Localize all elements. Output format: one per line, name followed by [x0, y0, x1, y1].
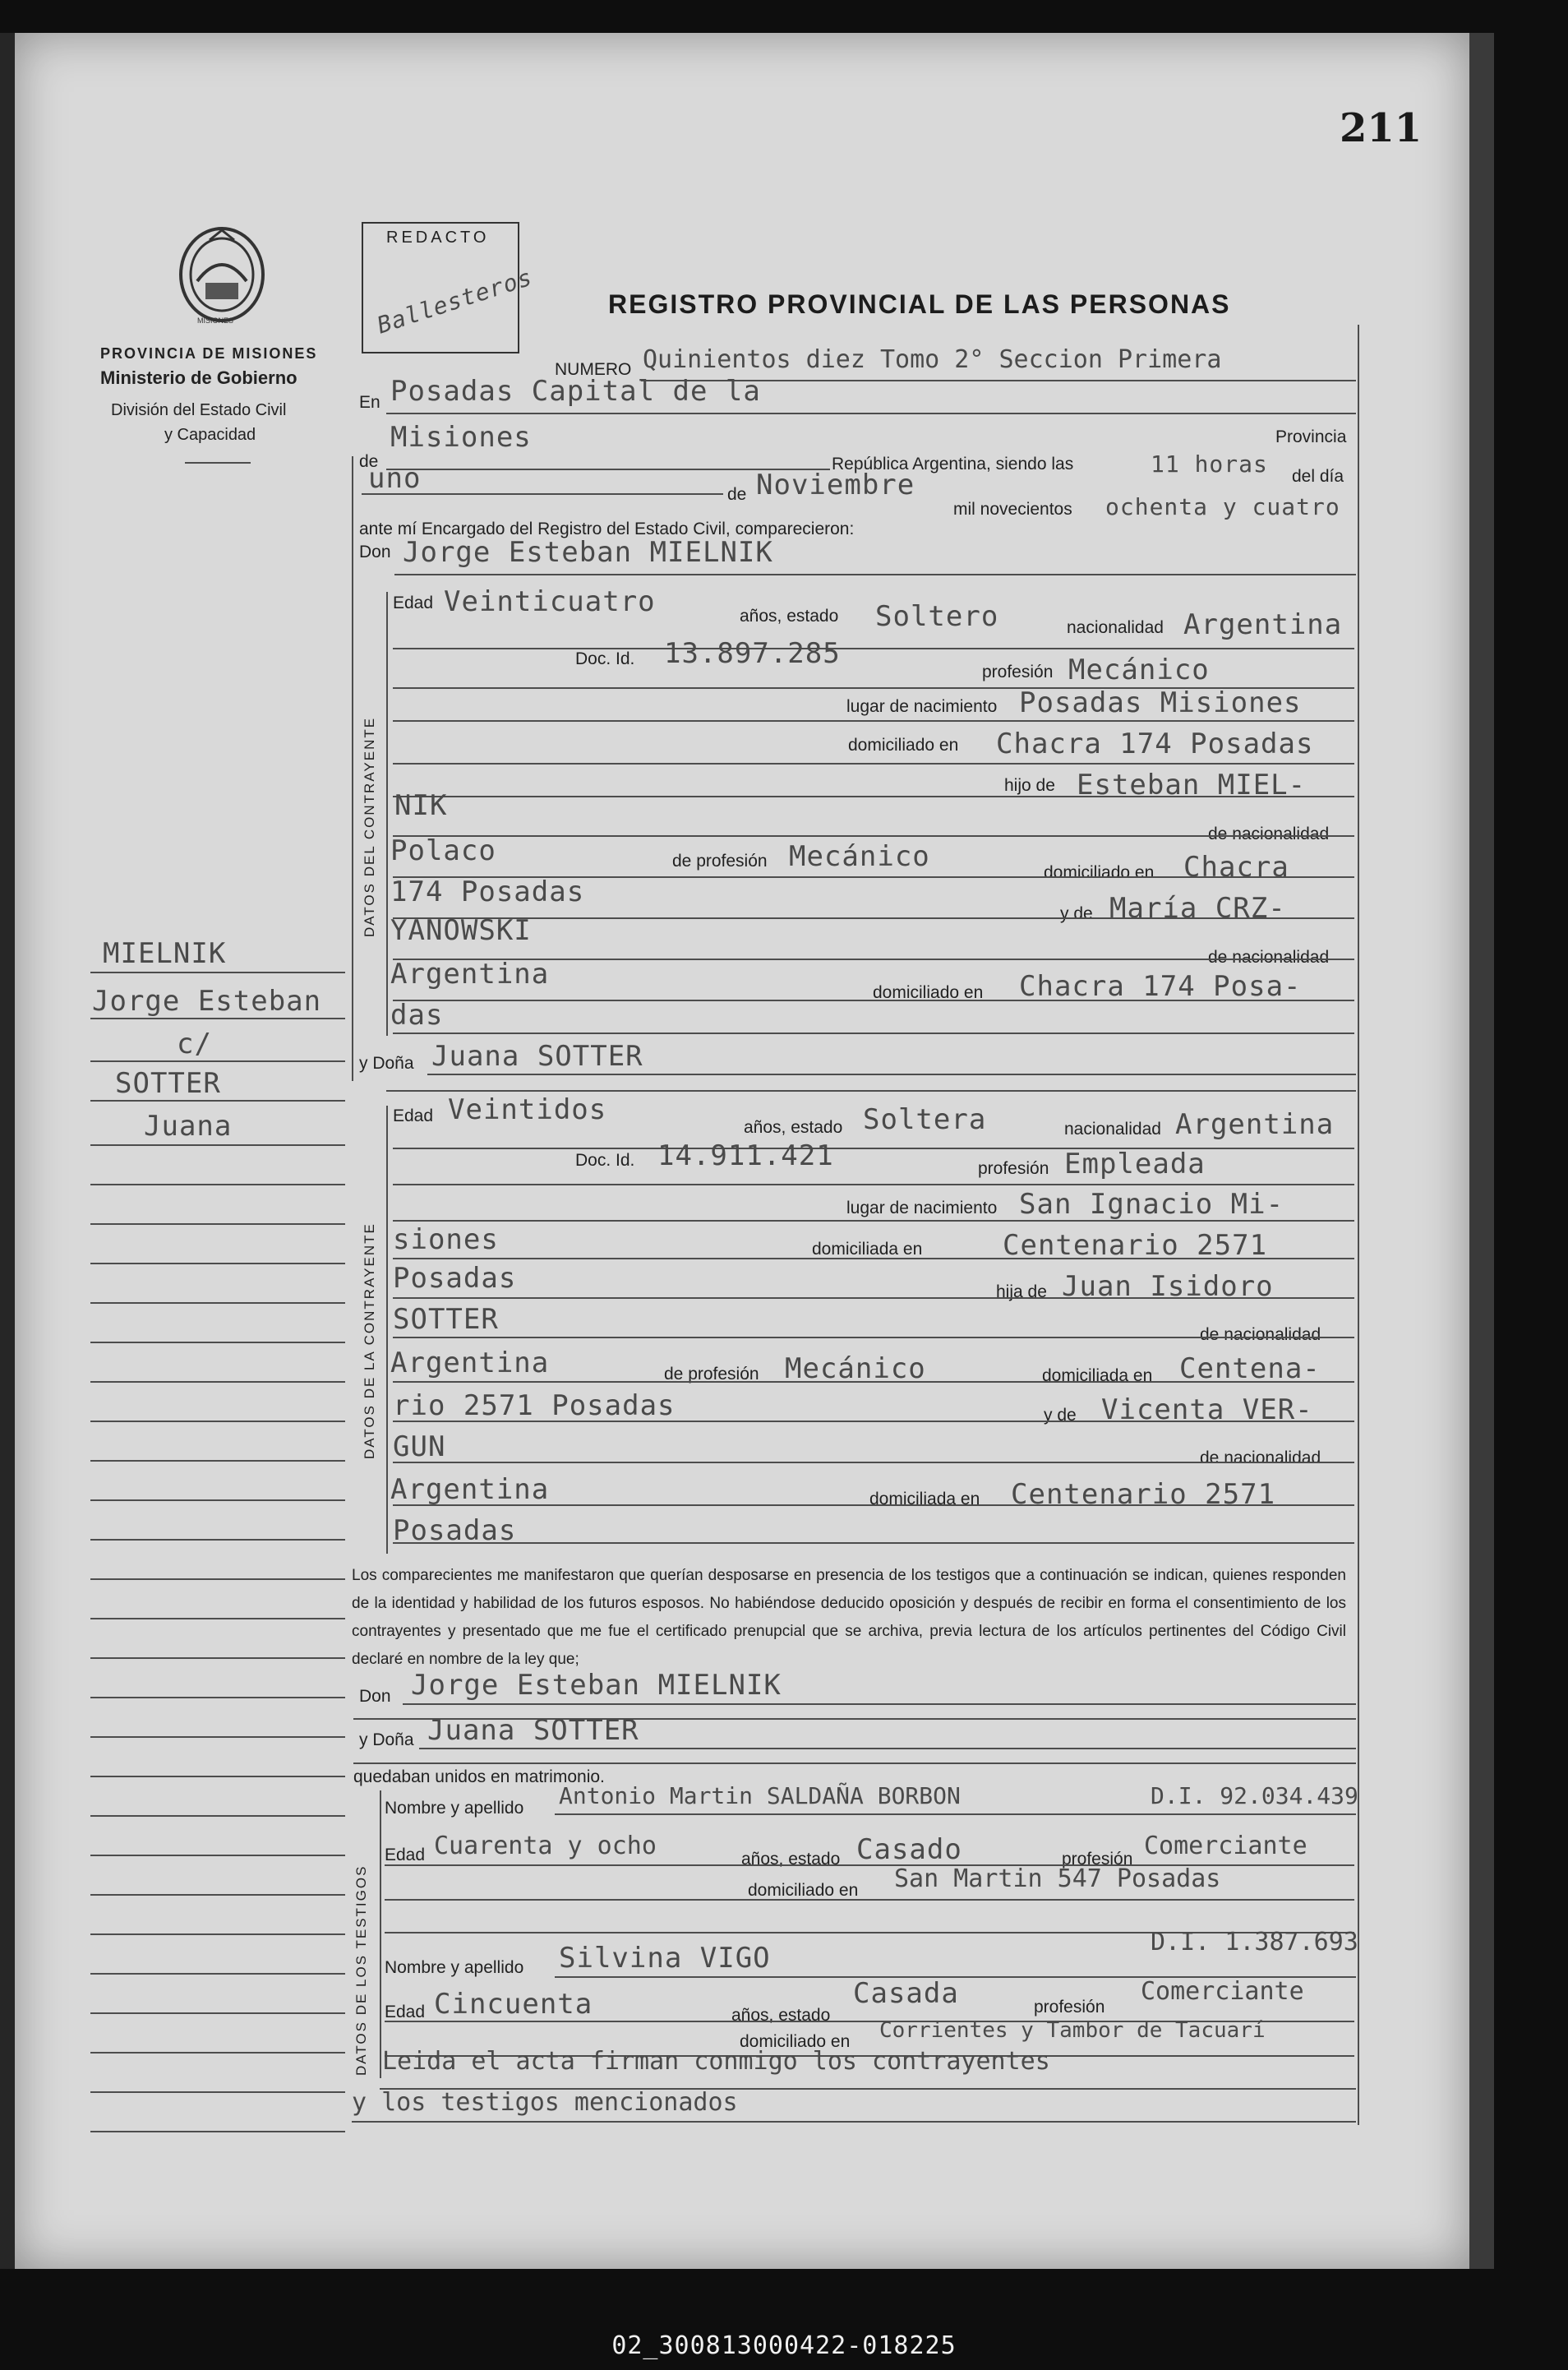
- redacto-label: REDACTO: [386, 229, 490, 247]
- c-anos-label: años, estado: [740, 607, 839, 626]
- margin-note-4: SOTTER: [115, 1067, 221, 1100]
- f-doc-label: Doc. Id.: [575, 1151, 635, 1170]
- seal-text: MISIONES: [197, 316, 234, 325]
- decl-don-value: Jorge Esteban MIELNIK: [411, 1669, 782, 1702]
- del-dia-label: del día: [1292, 467, 1344, 486]
- f-de-prof-label: de profesión: [664, 1365, 759, 1384]
- c-padre-prof: Mecánico: [789, 840, 930, 873]
- don-value: Jorge Esteban MIELNIK: [403, 536, 773, 569]
- f-edad-value: Veintidos: [448, 1093, 607, 1126]
- dia-value: uno: [368, 462, 422, 495]
- c-prof-label: profesión: [982, 663, 1054, 681]
- t1-prof: Comerciante: [1144, 1832, 1307, 1860]
- t1-dom-label: domiciliado en: [748, 1881, 859, 1900]
- f-nac-value: Argentina: [1175, 1108, 1335, 1141]
- c-edad-label: Edad: [393, 594, 434, 612]
- f-madre-dom: Centenario 2571: [1011, 1478, 1276, 1511]
- f-hija-label: hija de: [996, 1282, 1047, 1301]
- t1-name: Antonio Martin SALDAÑA BORBON: [559, 1782, 961, 1809]
- f-edad-label: Edad: [393, 1106, 434, 1125]
- c-dom-value: Chacra 174 Posadas: [996, 728, 1314, 760]
- c-doc-value: 13.897.285: [664, 637, 841, 670]
- f-de-nac-label: de nacionalidad: [1200, 1325, 1321, 1344]
- closing-line-2: y los testigos mencionados: [352, 2088, 738, 2117]
- authority-ministry: Ministerio de Gobierno: [100, 367, 297, 388]
- en-label: En: [359, 393, 380, 412]
- c-madre-dom: Chacra 174 Posa-: [1019, 970, 1302, 1003]
- republica-label: República Argentina, siendo las: [832, 455, 1074, 474]
- f-madre-dom-label: domiciliada en: [869, 1490, 980, 1508]
- t2-prof-label: profesión: [1034, 1998, 1105, 2017]
- testigos-section-label: DATOS DE LOS TESTIGOS: [353, 1864, 369, 2076]
- f-nac-label: nacionalidad: [1064, 1120, 1161, 1139]
- left-border: [352, 456, 353, 1081]
- de-label: de: [359, 452, 379, 471]
- c-padre-cont: NIK: [394, 789, 448, 822]
- f-anos-label: años, estado: [744, 1118, 843, 1137]
- t2-name: Silvina VIGO: [559, 1942, 771, 1975]
- province-seal: [168, 224, 275, 330]
- c-nac-value: Argentina: [1183, 608, 1343, 641]
- c-dom-label: domiciliado en: [848, 736, 959, 755]
- t1-dom: San Martin 547 Posadas: [894, 1864, 1221, 1893]
- c-de-prof-label: de profesión: [672, 852, 768, 871]
- contrayenta-section-label: DATOS DE LA CONTRAYENTE: [362, 1222, 377, 1459]
- c-padre-nac: Polaco: [390, 834, 496, 867]
- page-number: 211: [1340, 105, 1423, 151]
- mil-label: mil novecientos: [953, 500, 1072, 519]
- t2-edad-label: Edad: [385, 2003, 426, 2021]
- t1-edad: Cuarenta y ocho: [434, 1832, 657, 1860]
- c-lugar-label: lugar de nacimiento: [846, 697, 998, 716]
- en-value: Posadas Capital de la: [390, 375, 761, 408]
- f-lugar-cont: siones: [393, 1223, 499, 1256]
- c-doc-label: Doc. Id.: [575, 649, 635, 668]
- dona-value: Juana SOTTER: [431, 1040, 643, 1073]
- dona-label: y Doña: [359, 1054, 414, 1073]
- t2-name-label: Nombre y apellido: [385, 1958, 524, 1977]
- authority-divider: [185, 462, 251, 464]
- right-border: [1358, 325, 1359, 2125]
- f-lugar-value: San Ignacio Mi-: [1019, 1188, 1284, 1221]
- t2-dom: Corrientes y Tambor de Tacuarí: [879, 2018, 1266, 2043]
- f-madre-de-nac-label: de nacionalidad: [1200, 1448, 1321, 1467]
- f-prof-value: Empleada: [1064, 1148, 1206, 1180]
- c-de-nac-label: de nacionalidad: [1208, 825, 1330, 843]
- decl-dona-label: y Doña: [359, 1730, 414, 1749]
- margin-note-3: c/: [177, 1028, 212, 1060]
- numero-value: Quinientos diez Tomo 2° Seccion Primera: [643, 345, 1222, 374]
- redacto-signature: Ballesteros: [373, 263, 536, 340]
- c-madre-dom-cont: das: [390, 999, 444, 1032]
- c-madre-cont: YANOWSKI: [390, 914, 532, 947]
- f-padre-value: Juan Isidoro: [1062, 1270, 1274, 1303]
- anio-value: ochenta y cuatro: [1105, 493, 1340, 520]
- f-padre-nac: Argentina: [390, 1347, 550, 1379]
- f-estado-value: Soltera: [863, 1103, 987, 1136]
- f-padre-dom: Centena-: [1179, 1352, 1321, 1385]
- t1-edad-label: Edad: [385, 1846, 426, 1864]
- c-padre-value: Esteban MIEL-: [1077, 769, 1307, 802]
- f-dom-label: domiciliada en: [812, 1240, 923, 1259]
- c-padre-dom-label: domiciliado en: [1044, 863, 1155, 882]
- document-title: REGISTRO PROVINCIAL DE LAS PERSONAS: [608, 289, 1231, 319]
- numero-label: NUMERO: [555, 360, 632, 379]
- contrayente-section-label: DATOS DEL CONTRAYENTE: [362, 716, 377, 937]
- horas-value: 11 horas: [1151, 450, 1268, 478]
- f-padre-dom-label: domiciliada en: [1042, 1366, 1153, 1385]
- f-madre-cont: GUN: [393, 1430, 446, 1463]
- decl-don-label: Don: [359, 1687, 391, 1706]
- margin-note-2: Jorge Esteban: [92, 985, 322, 1018]
- f-padre-prof: Mecánico: [785, 1352, 926, 1385]
- c-estado-value: Soltero: [875, 600, 999, 633]
- authority-division-1: División del Estado Civil: [111, 401, 287, 419]
- margin-note-5: Juana: [144, 1110, 233, 1143]
- ante-text: ante mí Encargado del Registro del Estado Civil, comparecieron:: [359, 520, 855, 538]
- t1-anos-label: años, estado: [741, 1850, 841, 1869]
- c-lugar-value: Posadas Misiones: [1019, 686, 1302, 719]
- provincia-label: Provincia: [1275, 427, 1347, 446]
- c-prof-value: Mecánico: [1068, 654, 1210, 686]
- margin-note-1: MIELNIK: [103, 937, 227, 970]
- don-label: Don: [359, 543, 391, 561]
- c-madre-nac: Argentina: [390, 958, 550, 991]
- f-padre-cont: SOTTER: [393, 1303, 499, 1336]
- t2-anos-label: años, estado: [731, 2006, 831, 2025]
- t1-estado: Casado: [856, 1833, 962, 1866]
- t2-dom-label: domiciliado en: [740, 2032, 851, 2051]
- c-padre-dom-cont: 174 Posadas: [390, 875, 585, 908]
- t1-doc: D.I. 92.034.439: [1151, 1782, 1358, 1809]
- f-lugar-label: lugar de nacimiento: [846, 1199, 998, 1217]
- t1-name-label: Nombre y apellido: [385, 1799, 524, 1818]
- f-prof-label: profesión: [978, 1159, 1049, 1178]
- f-y-de-label: y de: [1044, 1406, 1077, 1425]
- c-hijo-label: hijo de: [1004, 776, 1055, 795]
- c-y-de-label: y de: [1060, 904, 1093, 923]
- f-madre-nac: Argentina: [390, 1473, 550, 1506]
- t2-edad: Cincuenta: [434, 1988, 593, 2021]
- closing-line-1: Leida el acta firman conmigo los contrayentes: [382, 2047, 1050, 2076]
- decl-dona-value: Juana SOTTER: [427, 1714, 639, 1747]
- t2-estado: Casada: [853, 1977, 959, 2010]
- f-dom-cont: Posadas: [393, 1262, 517, 1295]
- declaration-text: Los comparecientes me manifestaron que querían desposarse en presencia de los testigos que a continuación se indican, quienes responden de la identidad y habilidad de los futuros esposos. No habiéndose deducido oposición y después de recibir en forma el consentimiento de los contrayentes y presentado que me fue el certificado prenupcial que se archiva, previa lectura de los artículos pertinentes del Código Civil declaré en nombre de la ley que;: [352, 1567, 1346, 1668]
- c-edad-value: Veinticuatro: [444, 585, 656, 618]
- f-dom-value: Centenario 2571: [1003, 1229, 1268, 1262]
- authority-division-2: y Capacidad: [164, 426, 256, 444]
- t1-prof-label: profesión: [1062, 1850, 1133, 1869]
- f-padre-dom-cont: rio 2571 Posadas: [393, 1389, 676, 1422]
- f-madre-dom-cont: Posadas: [393, 1514, 517, 1547]
- de2-label: de: [727, 485, 747, 504]
- f-madre-value: Vicenta VER-: [1101, 1393, 1313, 1426]
- c-madre-dom-label: domiciliado en: [873, 983, 984, 1002]
- c-nac-label: nacionalidad: [1067, 618, 1164, 637]
- c-padre-dom: Chacra: [1183, 851, 1289, 884]
- decl-unidos: quedaban unidos en matrimonio.: [353, 1767, 605, 1786]
- de-value: Misiones: [390, 421, 532, 454]
- f-doc-value: 14.911.421: [657, 1139, 834, 1172]
- authority-province: PROVINCIA DE MISIONES: [100, 345, 318, 362]
- c-madre-value: María CRZ-: [1109, 892, 1286, 925]
- t2-doc: D.I. 1.387.693: [1151, 1928, 1358, 1957]
- footer-code: 02_300813000422-018225: [611, 2331, 957, 2360]
- c-madre-de-nac-label: de nacionalidad: [1208, 948, 1330, 967]
- t2-prof: Comerciante: [1141, 1977, 1304, 2006]
- mes-value: Noviembre: [756, 469, 915, 501]
